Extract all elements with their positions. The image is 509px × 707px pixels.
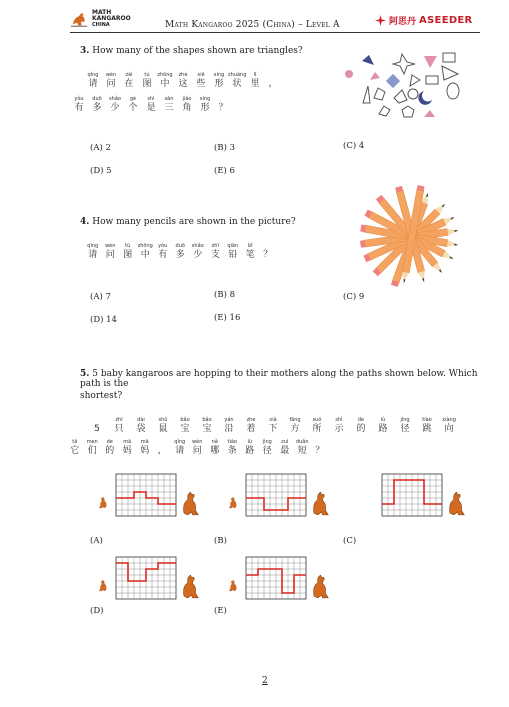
crescent-shape bbox=[418, 91, 432, 105]
hanzi-text: 里 bbox=[250, 79, 260, 89]
pentagon-shape bbox=[402, 106, 414, 117]
hanzi-text: 请 bbox=[88, 250, 98, 260]
q5-prompt bbox=[80, 369, 480, 389]
pinyin-char bbox=[106, 96, 124, 114]
hanzi-text: 多 bbox=[175, 250, 185, 260]
pinyin-text: tú bbox=[144, 72, 150, 78]
kangaroo-logo-icon bbox=[70, 10, 88, 28]
pinyin-char bbox=[438, 417, 460, 435]
pinyin-text: sān bbox=[164, 96, 174, 102]
pinyin-text: zhè bbox=[178, 72, 188, 78]
quadrilateral-shape bbox=[394, 90, 407, 103]
hanzi-text: ， bbox=[157, 446, 167, 456]
pinyin-char bbox=[136, 439, 154, 457]
pinyin-char bbox=[224, 439, 242, 457]
pinyin-text: fāng bbox=[289, 417, 301, 423]
pinyin-text: suǒ bbox=[312, 417, 322, 423]
pinyin-char bbox=[84, 243, 102, 261]
aseeder-en-name: ASEEDER bbox=[419, 15, 473, 26]
triangle-shape bbox=[410, 75, 420, 86]
hanzi-text: 鼠 bbox=[158, 424, 168, 434]
pinyin-text: shǔ bbox=[158, 417, 168, 423]
pinyin-char bbox=[207, 243, 225, 261]
hanzi-text: 问 bbox=[105, 250, 115, 260]
pinyin-text: duǎn bbox=[295, 439, 309, 445]
pinyin-char bbox=[142, 96, 160, 114]
quadrilateral-shape bbox=[374, 88, 385, 100]
pinyin-text: lù bbox=[247, 439, 253, 445]
q4-number: 4. bbox=[80, 217, 90, 227]
pinyin-char bbox=[394, 417, 416, 435]
pinyin-char bbox=[350, 417, 372, 435]
pencil-bundle bbox=[360, 185, 459, 287]
pinyin-char bbox=[240, 417, 262, 435]
pinyin-char bbox=[101, 439, 119, 457]
q3-pinyin-line-1 bbox=[84, 72, 282, 90]
pinyin-char bbox=[152, 417, 174, 435]
hanzi-text: 些 bbox=[196, 79, 206, 89]
pinyin-text: wèn bbox=[105, 243, 116, 249]
q4-option-d[interactable]: (D) 14 bbox=[90, 315, 117, 325]
pinyin-text: wèn bbox=[105, 72, 117, 78]
q3-option-b[interactable]: (B) 3 bbox=[214, 143, 235, 153]
hanzi-text: 妈 bbox=[140, 446, 150, 456]
pinyin-char bbox=[156, 72, 174, 90]
hanzi-text: 这 bbox=[178, 79, 188, 89]
path-grid-e bbox=[224, 553, 334, 621]
pinyin-text: lǐ bbox=[253, 72, 257, 78]
path-grid-b bbox=[224, 470, 334, 538]
q4-option-e[interactable]: (E) 16 bbox=[214, 313, 241, 323]
pinyin-text: xià bbox=[269, 417, 277, 423]
q5-option-e[interactable]: (E) bbox=[214, 606, 227, 616]
logo-line-2: KANGAROO bbox=[92, 15, 131, 22]
pinyin-text: xíng bbox=[199, 96, 211, 102]
kangaroo-icon bbox=[229, 580, 236, 591]
pinyin-text: duō bbox=[92, 96, 102, 102]
pinyin-char bbox=[66, 439, 84, 457]
hanzi-text: 示 bbox=[334, 424, 344, 434]
q3-option-e[interactable]: (E) 6 bbox=[214, 166, 235, 176]
pinyin-char bbox=[119, 439, 137, 457]
hanzi-text: 角 bbox=[182, 103, 192, 113]
pinyin-char bbox=[218, 417, 240, 435]
header-rule bbox=[70, 32, 480, 33]
pinyin-text: bǐ bbox=[247, 243, 253, 249]
pinyin-text: xiē bbox=[197, 72, 205, 78]
page-number: 2 bbox=[262, 676, 268, 686]
pinyin-char bbox=[259, 243, 277, 261]
pinyin-text bbox=[264, 72, 282, 79]
triangle-shape bbox=[442, 66, 458, 80]
pinyin-char bbox=[311, 439, 329, 457]
pinyin-text: zhōng bbox=[137, 243, 153, 249]
hanzi-text: 宝 bbox=[180, 424, 190, 434]
pinyin-char bbox=[137, 243, 155, 261]
triangle-shape bbox=[424, 56, 437, 68]
pinyin-text: zuì bbox=[281, 439, 289, 445]
hanzi-text: 的 bbox=[356, 424, 366, 434]
pinyin-text: zhī bbox=[211, 243, 219, 249]
pinyin-text: yǒu bbox=[74, 96, 84, 102]
pinyin-text: gè bbox=[129, 96, 137, 102]
hanzi-text: 形 bbox=[200, 103, 210, 113]
q3-shapes-figure bbox=[340, 48, 470, 128]
hanzi-text: 路 bbox=[378, 424, 388, 434]
hanzi-text: 哪 bbox=[210, 446, 220, 456]
pinyin-text: de bbox=[106, 439, 113, 445]
pinyin-text: qǐng bbox=[174, 439, 186, 445]
logo-line-1: MATH bbox=[92, 9, 112, 16]
hanzi-text: 有 bbox=[158, 250, 168, 260]
q3-text: How many of the shapes shown are triangles? bbox=[92, 46, 303, 56]
aseeder-cn-name: 阿思丹 bbox=[389, 17, 417, 27]
pinyin-char bbox=[189, 439, 207, 457]
pinyin-char bbox=[84, 439, 102, 457]
hanzi-text: 妈 bbox=[122, 446, 132, 456]
q3-option-c[interactable]: (C) 4 bbox=[343, 141, 365, 151]
kangaroo-icon bbox=[99, 497, 106, 508]
pinyin-text: yán bbox=[224, 417, 234, 423]
hanzi-text: 图 bbox=[123, 250, 133, 260]
pinyin-char bbox=[241, 439, 259, 457]
q5-text-line-2: shortest? bbox=[80, 391, 123, 401]
pinyin-text: shì bbox=[147, 96, 155, 102]
pinyin-char bbox=[119, 243, 137, 261]
hanzi-text: 方 bbox=[290, 424, 300, 434]
pinyin-text: tā bbox=[72, 439, 78, 445]
hanzi-text: ？ bbox=[218, 103, 228, 113]
hanzi-text: 少 bbox=[110, 103, 120, 113]
hanzi-text: 下 bbox=[268, 424, 278, 434]
pinyin-text: lù bbox=[380, 417, 386, 423]
pinyin-text: shǎo bbox=[109, 96, 121, 102]
pinyin-text: xíng bbox=[213, 72, 225, 78]
pinyin-text: qiān bbox=[227, 243, 239, 249]
pinyin-text: shì bbox=[335, 417, 343, 423]
hanzi-text: 铅 bbox=[228, 250, 238, 260]
q5-option-c[interactable]: (C) bbox=[343, 536, 357, 546]
hanzi-text: 请 bbox=[88, 79, 98, 89]
pinyin-char bbox=[108, 417, 130, 435]
hanzi-text: 请 bbox=[175, 446, 185, 456]
kangaroo-icon bbox=[184, 492, 199, 515]
q4-prompt bbox=[80, 217, 296, 227]
star-shape bbox=[393, 54, 415, 74]
hanzi-text: 在 bbox=[124, 79, 134, 89]
pinyin-char bbox=[172, 243, 190, 261]
q5-pinyin-line-1 bbox=[86, 417, 460, 435]
q3-pinyin-line-2 bbox=[70, 96, 232, 114]
pinyin-text: de bbox=[357, 417, 365, 423]
rectangle-shape bbox=[443, 53, 455, 62]
hanzi-text: ？ bbox=[315, 446, 325, 456]
pinyin-char bbox=[154, 439, 172, 457]
hanzi-text: 中 bbox=[160, 79, 170, 89]
q3-prompt bbox=[80, 46, 303, 56]
path-grid-c bbox=[360, 470, 470, 538]
q3-option-d[interactable]: (D) 5 bbox=[90, 166, 112, 176]
hanzi-text: 是 bbox=[146, 103, 156, 113]
q4-text: How many pencils are shown in the picture? bbox=[92, 217, 296, 227]
pinyin-text: men bbox=[86, 439, 98, 445]
hanzi-text: 只 bbox=[114, 424, 124, 434]
pinyin-char bbox=[306, 417, 328, 435]
hanzi-text: 宝 bbox=[202, 424, 212, 434]
q4-pinyin-line-1 bbox=[84, 243, 277, 261]
pinyin-text: mā bbox=[123, 439, 132, 445]
pinyin-char bbox=[196, 96, 214, 114]
pinyin-text: qǐng bbox=[87, 72, 99, 78]
pinyin-char bbox=[124, 96, 142, 114]
hanzi-text: ？ bbox=[263, 250, 273, 260]
q5-text-line-1: 5 baby kangaroos are hopping to their mothers along the paths shown below. Which path is the bbox=[80, 369, 478, 389]
hanzi-text: 们 bbox=[87, 446, 97, 456]
pinyin-char bbox=[242, 243, 260, 261]
pinyin-char bbox=[264, 72, 282, 90]
pinyin-text bbox=[311, 439, 329, 446]
pinyin-text: jìng bbox=[400, 417, 410, 423]
triangle-shape bbox=[363, 86, 370, 103]
pinyin-text: nǎ bbox=[211, 439, 218, 445]
circle-shape bbox=[408, 89, 418, 99]
rectangle-shape bbox=[426, 76, 438, 84]
math-kangaroo-logo bbox=[70, 10, 131, 28]
circle-shape bbox=[345, 70, 353, 78]
pinyin-text bbox=[259, 243, 277, 250]
pinyin-text: shǎo bbox=[191, 243, 204, 249]
hanzi-text: 径 bbox=[400, 424, 410, 434]
pinyin-text: tiào bbox=[422, 417, 432, 423]
kangaroo-icon bbox=[314, 492, 329, 515]
hanzi-text: 个 bbox=[128, 103, 138, 113]
q3-option-a[interactable]: (A) 2 bbox=[90, 143, 111, 153]
pinyin-char bbox=[294, 439, 312, 457]
hanzi-text: 最 bbox=[280, 446, 290, 456]
pinyin-char bbox=[284, 417, 306, 435]
hanzi-text: 条 bbox=[227, 446, 237, 456]
pinyin-char bbox=[189, 243, 207, 261]
hanzi-text: 径 bbox=[262, 446, 272, 456]
square-shape bbox=[386, 74, 400, 88]
hanzi-text: 路 bbox=[245, 446, 255, 456]
pinyin-char bbox=[88, 96, 106, 114]
hanzi-text: 所 bbox=[312, 424, 322, 434]
pinyin-char bbox=[174, 417, 196, 435]
pinyin-text: bǎo bbox=[180, 417, 190, 423]
pinyin-text: zhōng bbox=[157, 72, 173, 78]
ellipse-shape bbox=[447, 83, 459, 99]
pinyin-char bbox=[84, 72, 102, 90]
pinyin-text: tú bbox=[125, 243, 131, 249]
kangaroo-icon bbox=[314, 575, 329, 598]
q5-option-a[interactable]: (A) bbox=[90, 536, 103, 546]
path-grid-a bbox=[94, 470, 204, 538]
pinyin-text: xiàng bbox=[442, 417, 456, 423]
hanzi-text: 的 bbox=[105, 446, 115, 456]
hanzi-text: 5 bbox=[94, 424, 100, 434]
hanzi-text: 多 bbox=[92, 103, 102, 113]
q5-option-d[interactable]: (D) bbox=[90, 606, 104, 616]
pinyin-char bbox=[372, 417, 394, 435]
pinyin-text bbox=[86, 417, 108, 424]
pinyin-text: yǒu bbox=[158, 243, 168, 249]
q4-option-a[interactable]: (A) 7 bbox=[90, 292, 111, 302]
hanzi-text: 沿 bbox=[224, 424, 234, 434]
q5-option-b[interactable]: (B) bbox=[214, 536, 227, 546]
hanzi-text: 它 bbox=[70, 446, 80, 456]
pinyin-char bbox=[246, 72, 264, 90]
triangle-shape bbox=[424, 110, 435, 117]
pinyin-char bbox=[206, 439, 224, 457]
pinyin-char bbox=[196, 417, 218, 435]
pinyin-text bbox=[154, 439, 172, 446]
pinyin-char bbox=[328, 417, 350, 435]
hanzi-text: 图 bbox=[142, 79, 152, 89]
pinyin-char bbox=[160, 96, 178, 114]
pinyin-char bbox=[138, 72, 156, 90]
pinyin-char bbox=[120, 72, 138, 90]
kangaroo-icon bbox=[450, 492, 465, 515]
q4-option-b[interactable]: (B) 8 bbox=[214, 290, 235, 300]
q5-number: 5. bbox=[80, 369, 90, 379]
hanzi-text: 三 bbox=[164, 103, 174, 113]
path-grid-d bbox=[94, 553, 204, 621]
aseeder-logo bbox=[375, 14, 473, 27]
kangaroo-icon bbox=[99, 580, 106, 591]
pinyin-char bbox=[210, 72, 228, 90]
pinyin-char bbox=[86, 417, 108, 435]
pinyin-char bbox=[178, 96, 196, 114]
pinyin-char bbox=[70, 96, 88, 114]
q5-pinyin-line-2 bbox=[66, 439, 329, 457]
pinyin-text: zài bbox=[125, 72, 133, 78]
pinyin-text bbox=[214, 96, 232, 103]
pinyin-text: duō bbox=[175, 243, 185, 249]
pinyin-char bbox=[192, 72, 210, 90]
hanzi-text: 少 bbox=[193, 250, 203, 260]
pinyin-text: jiǎo bbox=[182, 96, 192, 102]
hanzi-text: 跳 bbox=[422, 424, 432, 434]
pinyin-char bbox=[130, 417, 152, 435]
hanzi-text: 问 bbox=[192, 446, 202, 456]
hanzi-text: 袋 bbox=[136, 424, 146, 434]
triangle-shape bbox=[362, 55, 374, 65]
pinyin-char bbox=[276, 439, 294, 457]
hanzi-text: 有 bbox=[74, 103, 84, 113]
pinyin-text: mā bbox=[140, 439, 149, 445]
q4-pencils-figure bbox=[350, 180, 475, 295]
aseeder-star-icon bbox=[375, 15, 386, 26]
kangaroo-icon bbox=[184, 575, 199, 598]
hanzi-text: 向 bbox=[444, 424, 454, 434]
pinyin-char bbox=[154, 243, 172, 261]
pinyin-text: zhuàng bbox=[228, 72, 247, 78]
hanzi-text: 状 bbox=[232, 79, 242, 89]
hanzi-text: 问 bbox=[106, 79, 116, 89]
hanzi-text: 着 bbox=[246, 424, 256, 434]
pinyin-text: zhī bbox=[115, 417, 123, 423]
hanzi-text: 中 bbox=[140, 250, 150, 260]
q4-option-c[interactable]: (C) 9 bbox=[343, 292, 365, 302]
pinyin-text: tiáo bbox=[227, 439, 237, 445]
q3-number: 3. bbox=[80, 46, 90, 56]
hanzi-text: 笔 bbox=[245, 250, 255, 260]
pinyin-text: bǎo bbox=[202, 417, 212, 423]
kangaroo-icon bbox=[229, 497, 236, 508]
logo-line-3: CHINA bbox=[92, 22, 110, 28]
hanzi-text: ， bbox=[268, 79, 278, 89]
page-header-title: Math Kangaroo 2025 (China) – Level A bbox=[165, 20, 340, 30]
pinyin-char bbox=[214, 96, 232, 114]
pinyin-text: jìng bbox=[262, 439, 272, 445]
hanzi-text: 形 bbox=[214, 79, 224, 89]
hanzi-text: 支 bbox=[210, 250, 220, 260]
pinyin-char bbox=[259, 439, 277, 457]
pinyin-char bbox=[228, 72, 246, 90]
pinyin-text: wèn bbox=[192, 439, 203, 445]
quadrilateral-shape bbox=[379, 106, 390, 116]
pinyin-char bbox=[102, 72, 120, 90]
pinyin-char bbox=[174, 72, 192, 90]
pinyin-text: dài bbox=[137, 417, 145, 423]
pinyin-text: qǐng bbox=[87, 243, 99, 249]
hanzi-text: 短 bbox=[297, 446, 307, 456]
triangle-shape bbox=[370, 72, 380, 80]
pinyin-text: zhe bbox=[246, 417, 256, 423]
pinyin-char bbox=[262, 417, 284, 435]
pinyin-char bbox=[171, 439, 189, 457]
pinyin-char bbox=[224, 243, 242, 261]
pinyin-char bbox=[102, 243, 120, 261]
pinyin-char bbox=[416, 417, 438, 435]
